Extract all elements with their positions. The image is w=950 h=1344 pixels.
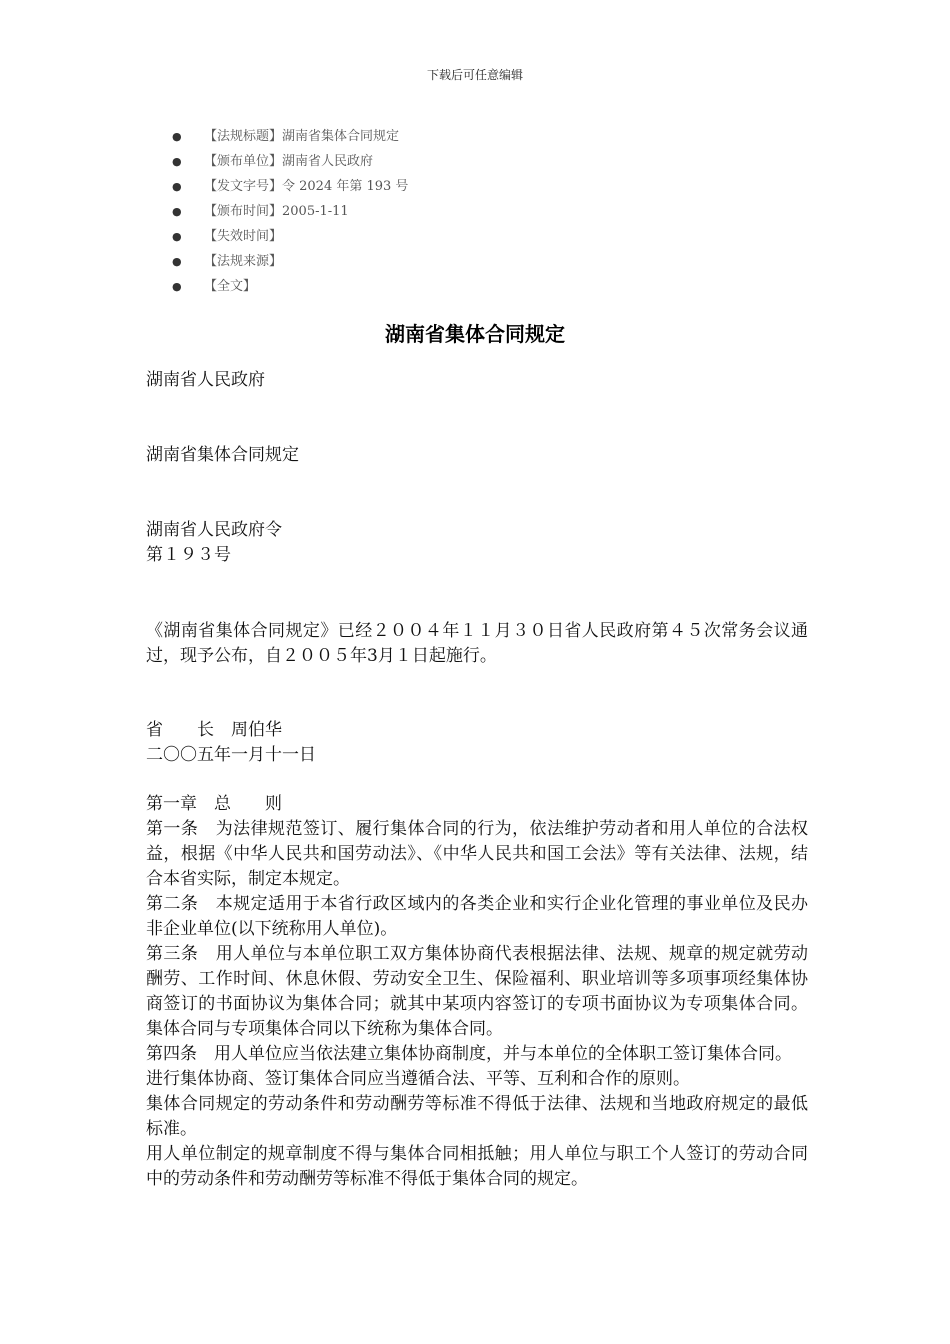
page-header-note: 下载后可任意编辑 xyxy=(426,68,523,82)
bullet-icon: ● xyxy=(172,180,182,193)
article-paragraph: 集体合同规定的劳动条件和劳动酬劳等标准不得低于法律、法规和当地政府规定的最低标准。 xyxy=(146,1094,808,1139)
document-title: 湖南省集体合同规定 xyxy=(385,322,565,346)
chapter-content xyxy=(146,792,808,1192)
article-paragraph: 第四条 用人单位应当依法建立集体协商制度，并与本单位的全体职工签订集体合同。 xyxy=(146,1044,792,1064)
subtitle-block xyxy=(146,443,808,468)
issuer: 湖南省人民政府 xyxy=(146,370,265,390)
meta-item-doc-number xyxy=(168,174,408,199)
signature-line-2: 二〇〇五年一月十一日 xyxy=(146,745,316,765)
meta-text: 【失效时间】 xyxy=(204,229,283,244)
meta-item-title xyxy=(168,124,408,149)
bullet-icon: ● xyxy=(172,255,182,268)
bullet-icon: ● xyxy=(172,230,182,243)
article-paragraph: 用人单位制定的规章制度不得与集体合同相抵触；用人单位与职工个人签订的劳动合同中的劳动条件和劳动酬劳等标准不得低于集体合同的规定。 xyxy=(146,1144,808,1189)
issuer-line xyxy=(146,368,808,393)
bullet-icon: ● xyxy=(172,280,182,293)
meta-item-source xyxy=(168,249,408,274)
order-line-2: 第１９３号 xyxy=(146,545,231,565)
article-paragraph: 进行集体协商、签订集体合同应当遵循合法、平等、互利和合作的原则。 xyxy=(146,1069,690,1089)
signature-line-1: 省 长 周伯华 xyxy=(146,720,282,740)
announcement-paragraph: 《湖南省集体合同规定》已经２００４年１１月３０日省人民政府第４５次常务会议通过，现予公布，自２００５年3月１日起施行。 xyxy=(146,621,808,666)
subtitle: 湖南省集体合同规定 xyxy=(146,445,299,465)
meta-text: 【全文】 xyxy=(204,279,257,294)
order-line-1: 湖南省人民政府令 xyxy=(146,520,282,540)
meta-text: 【颁布单位】湖南省人民政府 xyxy=(204,154,374,169)
meta-item-full-text xyxy=(168,274,408,299)
meta-text: 【发文字号】令 2024 年第 193 号 xyxy=(204,179,409,194)
article-paragraph: 第二条 本规定适用于本省行政区域内的各类企业和实行企业化管理的事业单位及民办非企业单位(以下统称用人单位)。 xyxy=(146,894,808,939)
meta-item-issuer xyxy=(168,149,408,174)
meta-item-issue-date xyxy=(168,199,408,224)
article-paragraph: 第三条 用人单位与本单位职工双方集体协商代表根据法律、法规、规章的规定就劳动酬劳、工作时间、休息休假、劳动安全卫生、保险福利、职业培训等多项事项经集体协商签订的书面协议为集体合同；就其中某项内容签订的专项书面协议为专项集体合同。集体合同与专项集体合同以下统称为集体合同。 xyxy=(146,944,808,1039)
article-paragraph: 第一条 为法律规范签订、履行集体合同的行为，依法维护劳动者和用人单位的合法权益，根据《中华人民共和国劳动法》、《中华人民共和国工会法》等有关法律、法规，结合本省实际，制定本规定。 xyxy=(146,819,808,889)
bullet-icon: ● xyxy=(172,155,182,168)
meta-text: 【法规标题】湖南省集体合同规定 xyxy=(204,129,400,144)
order-block xyxy=(146,518,808,568)
meta-text: 【法规来源】 xyxy=(204,254,283,269)
bullet-icon: ● xyxy=(172,205,182,218)
metadata-list xyxy=(168,124,408,299)
meta-text: 【颁布时间】2005-1-11 xyxy=(204,204,349,219)
announcement-block xyxy=(146,619,808,669)
chapter-heading: 第一章 总 则 xyxy=(146,794,282,814)
meta-item-expiry-date xyxy=(168,224,408,249)
bullet-icon: ● xyxy=(172,130,182,143)
signature-block xyxy=(146,718,808,768)
